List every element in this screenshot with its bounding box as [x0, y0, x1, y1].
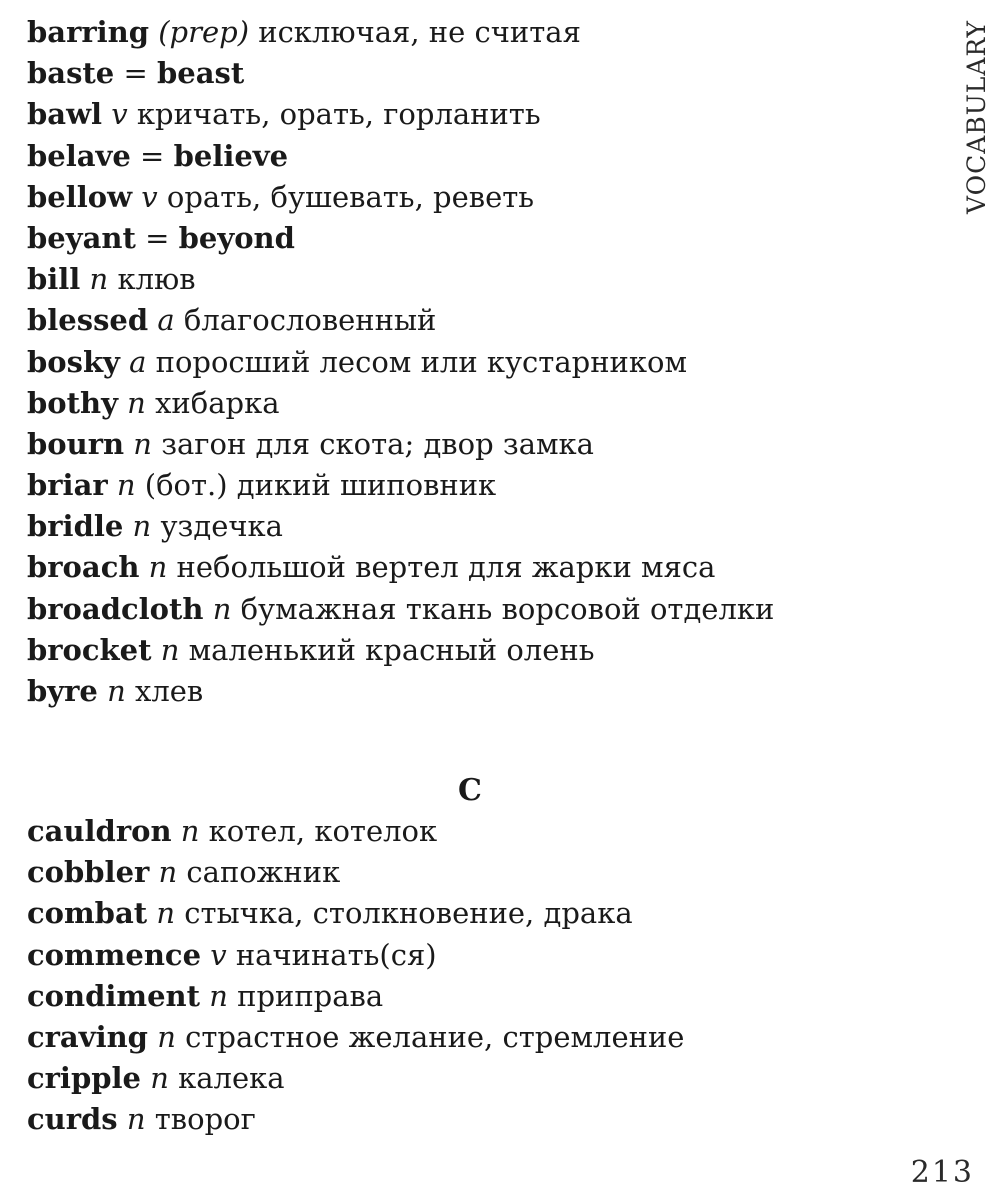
vocab-entry: [27, 506, 927, 547]
vocab-entry: [27, 94, 927, 135]
gloss: исключая, не считая: [249, 15, 581, 49]
vocab-entry: [27, 1017, 927, 1058]
vocab-entry: [27, 218, 927, 259]
part-of-speech: n: [209, 978, 228, 1013]
vocab-entry: [27, 1058, 927, 1099]
vocabulary-list-c: [27, 811, 927, 1141]
separator: [120, 345, 129, 379]
headword: bridle: [27, 509, 124, 544]
gloss: стычка, столкновение, драка: [175, 896, 633, 931]
separator: [124, 427, 133, 461]
vocab-entry: [27, 53, 927, 94]
vocab-entry: [27, 383, 927, 424]
separator: [148, 1020, 157, 1054]
separator: [102, 97, 111, 131]
gloss: котел, котелок: [199, 814, 438, 848]
headword: cauldron: [27, 814, 172, 848]
part-of-speech: n: [89, 262, 109, 297]
separator: [139, 550, 148, 584]
gloss: небольшой вертел для жарки мяса: [167, 550, 716, 585]
separator: =: [130, 138, 174, 173]
headword: bourn: [27, 426, 125, 461]
vocab-entry: [27, 259, 927, 300]
separator: [148, 303, 157, 337]
gloss: страстное желание, стремление: [175, 1019, 685, 1054]
vocab-entry: [27, 342, 927, 383]
part-of-speech: n: [132, 509, 152, 544]
vocab-entry: [27, 630, 927, 671]
vocab-entry: [27, 12, 927, 53]
vocab-entry: [27, 136, 927, 177]
headword: broadcloth: [27, 591, 204, 626]
part-of-speech: n: [116, 468, 136, 503]
headword: brocket: [27, 632, 152, 667]
separator: [152, 633, 161, 667]
vocab-entry: [27, 177, 927, 218]
separator: [132, 180, 141, 214]
headword: bothy: [27, 385, 118, 420]
headword: barring: [27, 15, 150, 49]
separator: =: [114, 56, 157, 91]
part-of-speech: a: [129, 344, 147, 379]
part-of-speech: n: [148, 550, 168, 585]
gloss: клюв: [108, 262, 196, 297]
headword-target: beast: [157, 56, 245, 91]
section-letter-heading: C: [458, 773, 482, 808]
separator: [203, 592, 212, 626]
headword: cripple: [27, 1061, 141, 1096]
separator: [172, 814, 181, 848]
gloss: уздечка: [151, 509, 283, 544]
part-of-speech: n: [156, 896, 176, 931]
gloss: хибарка: [145, 385, 280, 420]
part-of-speech: n: [157, 1019, 176, 1054]
headword-target: beyond: [178, 220, 295, 255]
part-of-speech: n: [160, 632, 180, 667]
gloss: начинать(ся): [226, 937, 437, 972]
headword: baste: [27, 56, 115, 91]
gloss: поросший лесом или кустарником: [146, 344, 687, 379]
gloss: кричать, орать, горланить: [127, 97, 541, 132]
part-of-speech: n: [158, 855, 178, 890]
vocab-entry: [27, 893, 927, 934]
vocab-entry: [27, 935, 927, 976]
separator: [118, 386, 127, 420]
part-of-speech: n: [127, 385, 146, 420]
vocab-entry: [27, 671, 927, 712]
vocab-entry: [27, 300, 927, 341]
headword: combat: [27, 896, 148, 931]
headword: byre: [27, 674, 98, 708]
vocab-entry: [27, 1099, 927, 1140]
part-of-speech: n: [150, 1061, 169, 1096]
gloss: орать, бушевать, реветь: [157, 179, 535, 214]
separator: [200, 979, 209, 1013]
gloss: сапожник: [177, 855, 341, 890]
gloss: приправа: [227, 978, 384, 1013]
separator: [149, 855, 158, 889]
vocab-entry: [27, 811, 927, 852]
vocabulary-list-b: [27, 12, 927, 712]
gloss: хлев: [125, 674, 204, 708]
headword: beyant: [27, 220, 136, 255]
vocab-entry: [27, 976, 927, 1017]
headword: bill: [27, 262, 81, 297]
gloss: калека: [168, 1061, 285, 1096]
separator: [98, 674, 107, 708]
part-of-speech: v: [210, 937, 227, 972]
part-of-speech: n: [212, 591, 232, 626]
running-head-vocabulary: VOCABULARY: [962, 20, 991, 214]
part-of-speech: v: [141, 179, 158, 214]
gloss: маленький красный олень: [179, 632, 595, 667]
headword: bosky: [27, 344, 120, 379]
gloss: (бот.) дикий шиповник: [135, 468, 497, 503]
headword: cobbler: [27, 855, 150, 890]
part-of-speech: n: [107, 674, 126, 708]
gloss: загон для скота; двор замка: [151, 426, 594, 461]
vocab-entry: [27, 852, 927, 893]
headword: broach: [27, 550, 140, 585]
headword: blessed: [27, 303, 149, 338]
separator: [118, 1102, 127, 1136]
part-of-speech: a: [157, 303, 175, 338]
separator: [201, 938, 210, 972]
vocab-entry: [27, 547, 927, 588]
headword-target: believe: [173, 138, 289, 173]
separator: [108, 468, 117, 502]
separator: [141, 1061, 150, 1095]
headword: commence: [27, 937, 202, 972]
headword: briar: [27, 468, 108, 503]
part-of-speech: (prep): [158, 15, 250, 49]
separator: [147, 896, 156, 930]
headword: craving: [27, 1019, 148, 1054]
headword: condiment: [27, 978, 200, 1013]
part-of-speech: v: [111, 97, 128, 132]
headword: curds: [27, 1102, 118, 1137]
separator: [123, 509, 132, 543]
gloss: творог: [145, 1102, 256, 1137]
vocab-entry: [27, 424, 927, 465]
vocab-entry: [27, 465, 927, 506]
part-of-speech: n: [180, 814, 200, 848]
part-of-speech: n: [126, 1102, 146, 1137]
part-of-speech: n: [133, 426, 152, 461]
separator: [80, 262, 89, 296]
headword: belave: [27, 138, 131, 173]
vocab-entry: [27, 589, 927, 630]
separator: [149, 15, 158, 49]
headword: bawl: [27, 97, 103, 132]
headword: bellow: [27, 179, 133, 214]
page-number: 213: [910, 1155, 974, 1190]
gloss: благословенный: [174, 303, 437, 338]
gloss: бумажная ткань ворсовой отделки: [231, 591, 775, 626]
separator: =: [135, 220, 179, 255]
